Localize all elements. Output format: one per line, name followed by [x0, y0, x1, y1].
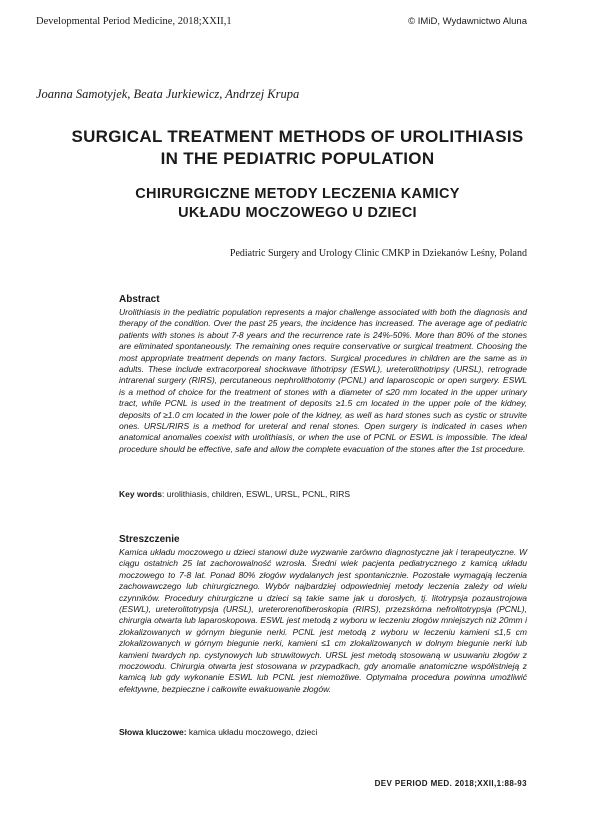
title-english-line-2: IN THE PEDIATRIC POPULATION [160, 149, 435, 168]
streszczenie-heading: Streszczenie [119, 534, 180, 545]
slowa-kluczowe-list: kamica układu moczowego, dzieci [186, 727, 318, 737]
abstract-text: Urolithiasis in the pediatric population represents a major challenge associated with both the diagnosis and therapy of the condition. Over the past 25 years, the incidence has increased. The average age of pediatric patients with stones is about 7-8 years and the recurrence rate is 24%-50%. More than 80% of the stones are eliminated spontaneously. The remaining ones require conservative or surgical treatment. Choosing the most appropriate treatment depends on many factors. Surgical procedures in children are the same as in adults. These include extracorporeal shockwave lithotripsy (ESWL), ureterolithotripsy (URSL), retrograde intrarenal surgery (RIRS), percutaneous nephrolithotomy (PCNL) and laparoscopic or open surgery. ESWL is a method of choice for the treatment of stones with a diameter of ≤20 mm located in the upper urinary tract, while PCNL is used in the treatment of deposits ≥1.5 cm located in the upper pole of the kidney, deposits of ≥1.0 cm located in the lower pole of the kidney, as well as hard stones such as cystic or struvite ones. URSL/RIRS is a method for ureteral and renal stones. Open surgery is indicated in cases when anatomical anomalies coexist with urolithiasis, or when the use of PCNL or ESWL is impossible. The ideal procedure should be effective, safe and allow the complete evacuation of the stones after the 1st procedure. [119, 307, 527, 454]
title-english-line-1: SURGICAL TREATMENT METHODS OF UROLITHIASIS [71, 127, 524, 146]
copyright-notice: © IMiD, Wydawnictwo Aluna [408, 16, 527, 27]
streszczenie-text: Kamica układu moczowego u dzieci stanowi duże wyzwanie zarówno diagnostyczne jak i terapeutyczne. W ciągu ostatnich 25 lat zachorowalność wzrosła. Średni wiek pacjenta pediatrycznego z kamicą układu moczowego to 7-8 lat. Ponad 80% złogów wydalanych jest spontanicznie. Pozostałe wymagają leczenia zachowawczego lub chirurgicznego. Wybór najbardziej odpowiedniej metody leczenia zależy od wielu czynników. Procedury chirurgiczne u dzieci są takie same jak u dorosłych, tj. litotrypsja pozaustrojowa (ESWL), ureterolitotrypsja (URSL), ureterorenofiberoskopia (RIRS), przezskórna nefrolitotrypsja (PCNL), chirurgia otwarta lub laparoskopowa. ESWL jest metodą z wyboru w leczeniu złogów mniejszych niż 20mm i zlokalizowanych w górnym biegunie nerki. PCNL jest metodą z wyboru w leczeniu kamieni ≤1,5 cm zlokalizowanych w górnym biegunie nerki, kamieni ≤1 cm zlokalizowanych w dolnym biegunie nerki lub kamieni twardych np. cystynowych lub struwitowych. URSL jest metodą stosowaną w usuwaniu złogów z moczowodu. Chirurgia otwarta jest stosowana w przypadkach, gdy anomalie anatomiczne współistnieją z kamicą lub gdy wykonanie ESWL lub PCNL jest niemożliwe. Optymalna procedura powinna umożliwić efektywne, bezpieczne i całkowite ewakuowanie złogów. [119, 547, 527, 694]
abstract-heading: Abstract [119, 294, 160, 305]
title-polish-line-2: UKŁADU MOCZOWEGO U DZIECI [178, 205, 417, 221]
affiliation: Pediatric Surgery and Urology Clinic CMKP in Dziekanów Leśny, Poland [229, 248, 527, 259]
title-polish-line-1: CHIRURGICZNE METODY LECZENIA KAMICY [135, 186, 460, 202]
keywords [119, 489, 350, 499]
slowa-kluczowe [119, 727, 317, 737]
author-list: Joanna Samotyjek, Beata Jurkiewicz, Andrzej Krupa [36, 87, 300, 101]
page-footer [375, 779, 527, 788]
keywords-list: : urolithiasis, children, ESWL, URSL, PCNL, RIRS [162, 489, 351, 499]
title-english [0, 126, 595, 170]
journal-citation: DEV PERIOD MED. 2018;XXII,1:88-93 [374, 779, 527, 788]
keywords-label: Key words [119, 489, 162, 499]
title-polish [0, 185, 595, 223]
running-head: Developmental Period Medicine, 2018;XXII,1 [36, 16, 232, 27]
slowa-kluczowe-label: Słowa kluczowe: [119, 727, 187, 737]
